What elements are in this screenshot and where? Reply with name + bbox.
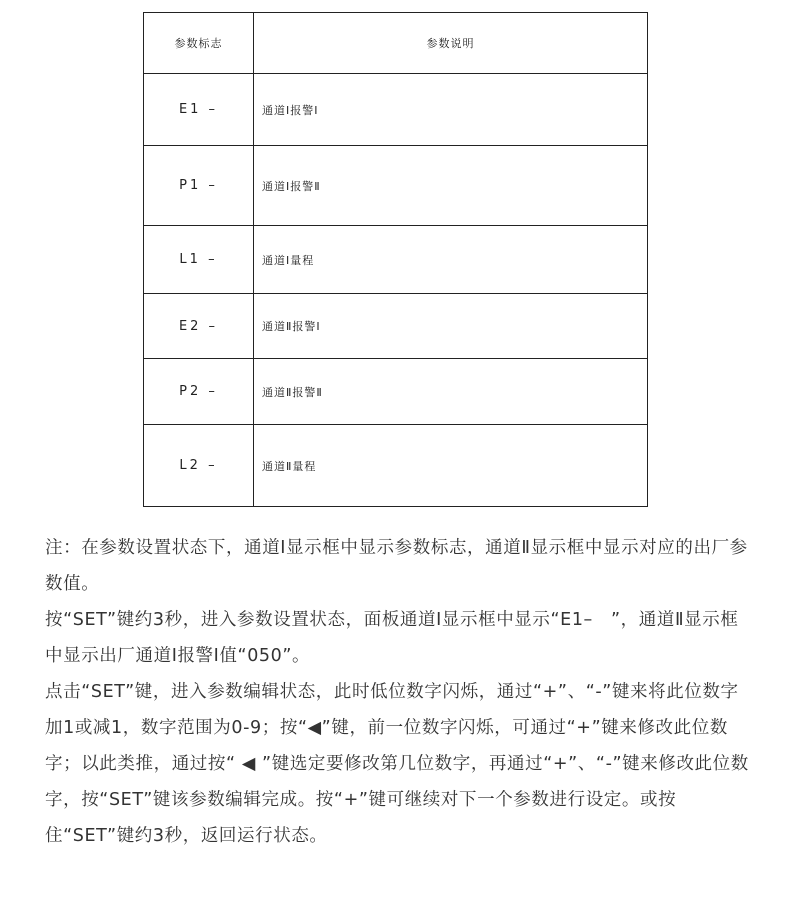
param-desc: 通道Ⅱ量程	[254, 425, 648, 507]
param-flag: L1 –	[144, 226, 254, 294]
table-row	[144, 226, 648, 294]
param-desc: 通道Ⅰ报警Ⅱ	[254, 146, 648, 226]
table-header-row	[144, 13, 648, 74]
param-flag: L2 –	[144, 425, 254, 507]
table-row	[144, 74, 648, 146]
table-row	[144, 146, 648, 226]
param-desc: 通道Ⅱ报警Ⅰ	[254, 294, 648, 359]
param-desc: 通道Ⅰ报警Ⅰ	[254, 74, 648, 146]
instruction-notes	[45, 530, 750, 854]
param-desc: 通道Ⅰ量程	[254, 226, 648, 294]
header-description: 参数说明	[254, 13, 648, 74]
instruction-paragraph: 点击“SET”键，进入参数编辑状态，此时低位数字闪烁，通过“+”、“-”键来将此位数字加1或减1，数字范围为0-9；按“◀”键，前一位数字闪烁，可通过“+”键来修改此位数字；以此类推，通过按“ ◀ ”键选定要修改第几位数字，再通过“+”、“-”键来修改此位数字，按“SET”键该参数编辑完成。按“+”键可继续对下一个参数进行设定。或按住“SET”键约3秒，返回运行状态。	[45, 682, 749, 846]
param-flag: E2 –	[144, 294, 254, 359]
param-flag: P2 –	[144, 359, 254, 425]
table-row	[144, 294, 648, 359]
table-row	[144, 425, 648, 507]
table-row	[144, 359, 648, 425]
instruction-paragraph: 按“SET”键约3秒，进入参数设置状态，面板通道Ⅰ显示框中显示“E1– ”，通道Ⅱ显示框中显示出厂通道Ⅰ报警Ⅰ值“050”。	[45, 610, 739, 666]
param-desc: 通道Ⅱ报警Ⅱ	[254, 359, 648, 425]
note-paragraph: 注：在参数设置状态下，通道Ⅰ显示框中显示参数标志，通道Ⅱ显示框中显示对应的出厂参数值。	[45, 538, 748, 594]
header-flag: 参数标志	[144, 13, 254, 74]
param-flag: E1 –	[144, 74, 254, 146]
parameter-table	[143, 12, 648, 507]
param-flag: P1 –	[144, 146, 254, 226]
